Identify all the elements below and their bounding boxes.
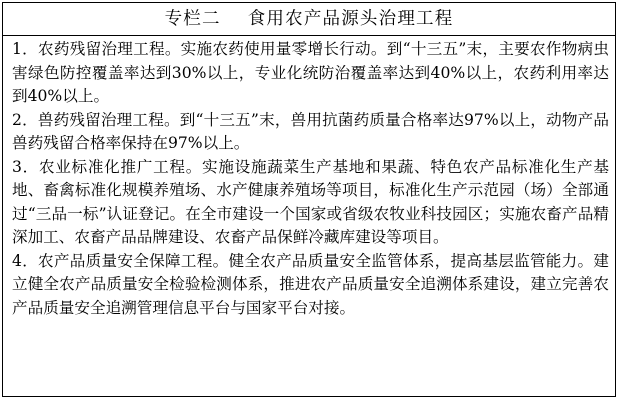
item-veterinary-drug-residue: 2．兽药残留治理工程。到“十三五”末，兽用抗菌药质量合格率达97%以上，动物产品兽药残留合格率保持在97%以上。 (12, 110, 609, 152)
item-pesticide-residue: 1．农药残留治理工程。实施农药使用量零增长行动。到“十三五”末，主要农作物病虫害绿色防控覆盖率达到30%以上，专业化统防治覆盖率达到40%以上，农药利用率达到40%以上。 (12, 40, 609, 105)
column-title: 专栏二 食用农产品源头治理工程 (3, 3, 615, 36)
item-quality-safety: 4．农产品质量安全保障工程。健全农产品质量安全监管体系，提高基层监管能力。建立健全农产品质量安全检验检测体系，推进农产品质量安全追溯体系建设，建立完善农产品质量安全追溯管理信息平台与国家平台对接。 (12, 251, 609, 317)
item-list (3, 36, 615, 320)
item-standardization: 3．农业标准化推广工程。实施设施蔬菜生产基地和果蔬、特色农产品标准化生产基地、畜禽标准化规模养殖场、水产健康养殖场等项目，标准化生产示范园（场）全部通过“三品一标”认证登记。在全市建设一个国家或省级农牧业科技园区；实施农畜产品精深加工、农畜产品品牌建设、农畜产品保鲜冷藏库建设等项目。 (12, 157, 609, 246)
column-box (2, 2, 616, 397)
